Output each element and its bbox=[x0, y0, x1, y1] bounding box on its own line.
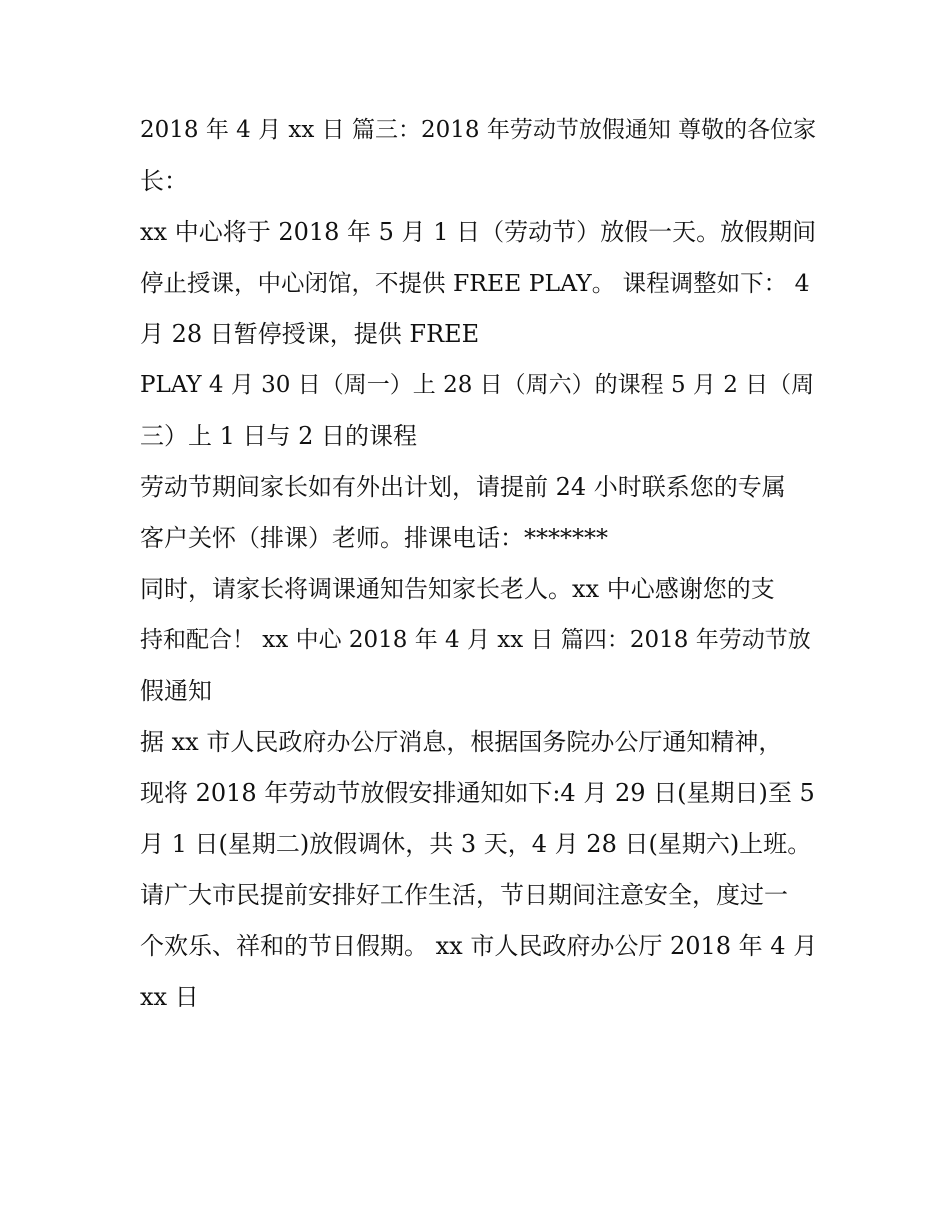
text-line: 劳动节期间家长如有外出计划，请提前 24 小时联系您的专属 bbox=[140, 473, 786, 501]
text-line: 个欢乐、祥和的节日假期。 xx 市人民政府办公厅 2018 年 4 月 bbox=[140, 932, 818, 960]
text-line: 三）上 1 日与 2 日的课程 bbox=[140, 422, 418, 450]
text-line: 停止授课，中心闭馆，不提供 FREE PLAY。 课程调整如下： 4 bbox=[140, 269, 810, 297]
text-line: 月 28 日暂停授课，提供 FREE bbox=[140, 320, 480, 348]
text-line: 2018 年 4 月 xx 日 篇三：2018 年劳动节放假通知 尊敬的各位家 bbox=[140, 117, 817, 143]
text-line: 同时，请家长将调课通知告知家长老人。xx 中心感谢您的支 bbox=[140, 575, 775, 603]
text-line: 客户关怀（排课）老师。排课电话：******* bbox=[140, 524, 608, 552]
text-line: PLAY 4 月 30 日（周一）上 28 日（周六）的课程 5 月 2 日（周 bbox=[140, 372, 815, 398]
text-line: 假通知 bbox=[140, 677, 212, 705]
text-line: 请广大市民提前安排好工作生活，节日期间注意安全，度过一 bbox=[140, 881, 788, 909]
document-body bbox=[140, 105, 820, 1023]
text-line: 现将 2018 年劳动节放假安排通知如下:4 月 29 日(星期日)至 5 bbox=[140, 779, 815, 807]
text-line: 据 xx 市人民政府办公厅消息，根据国务院办公厅通知精神， bbox=[140, 728, 783, 756]
text-line: xx 日 bbox=[140, 983, 199, 1011]
text-line: 月 1 日(星期二)放假调休，共 3 天，4 月 28 日(星期六)上班。 bbox=[140, 830, 812, 858]
text-line: 长： bbox=[140, 167, 188, 195]
text-line: xx 中心将于 2018 年 5 月 1 日（劳动节）放假一天。放假期间 bbox=[140, 218, 817, 246]
text-line: 持和配合！ xx 中心 2018 年 4 月 xx 日 篇四：2018 年劳动节放 bbox=[140, 627, 811, 653]
